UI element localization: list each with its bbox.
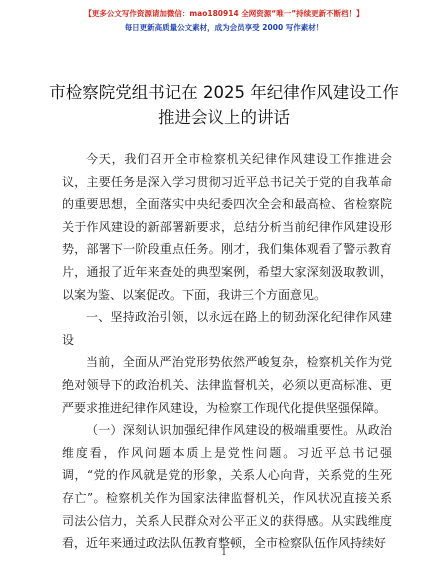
page-number: 1 [221, 548, 227, 558]
promo-banner-text: 更多公文写作资源请加微信：mao180914 全网资源“唯一”持续更新不断档！ [91, 9, 357, 18]
document-title [20, 80, 428, 130]
promo-banner-bracket-close: 】 [356, 9, 364, 18]
document-body [62, 148, 392, 555]
paragraph-intro: 今天，我们召开全市检察机关纪律作风建设工作推进会议，主要任务是深入学习贯彻习近平总书记关于党的自我革命的重要思想，全面落实中央纪委四次全会和最高检、省检察院关于作风建设的新部署新要求，总结分析当前纪律作风建设形势，部署下一阶段重点任务。刚才，我们集体观看了警示教育片，通报了近年来查处的典型案例，希望大家深刻汲取教训，以案为鉴、以案促改。下面，我讲三个方面意见。 [62, 152, 392, 302]
promo-banner-bracket-open: 【 [84, 9, 92, 18]
promo-banner-line1 [0, 8, 448, 19]
paragraph-subsection-1: （一）深刻认识加强纪律作风建设的极端重要性。从政治维度看，作风问题本质上是党性问题。习近平总书记强调，“党的作风就是党的形象，关系人心向背，关系党的生死存亡”。检察机关作为国家法律监督机关，作风状况直接关系司法公信力，关系人民群众对公平正义的获得感。从实践维度看，近年来通过政法队伍教育整顿，全市检察队伍作风持续好 [62, 423, 392, 551]
document-title-line2: 推进会议上的讲话 [158, 108, 290, 127]
section-heading-1: 一、坚持政治引领，以永远在路上的韧劲深化纪律作风建设 [62, 310, 392, 347]
promo-banner-line2: 每日更新高质量公文素材，成为会员享受 2000 写作素材！ [124, 23, 324, 32]
document-title-line1: 市检察院党组书记在 2025 年纪律作风建设工作 [49, 83, 399, 102]
paragraph-situation: 当前，全面从严治党形势依然严峻复杂，检察机关作为党绝对领导下的政治机关、法律监督机关，必须以更高标准、更严要求推进纪律作风建设，为检察工作现代化提供坚强保障。 [62, 355, 392, 415]
